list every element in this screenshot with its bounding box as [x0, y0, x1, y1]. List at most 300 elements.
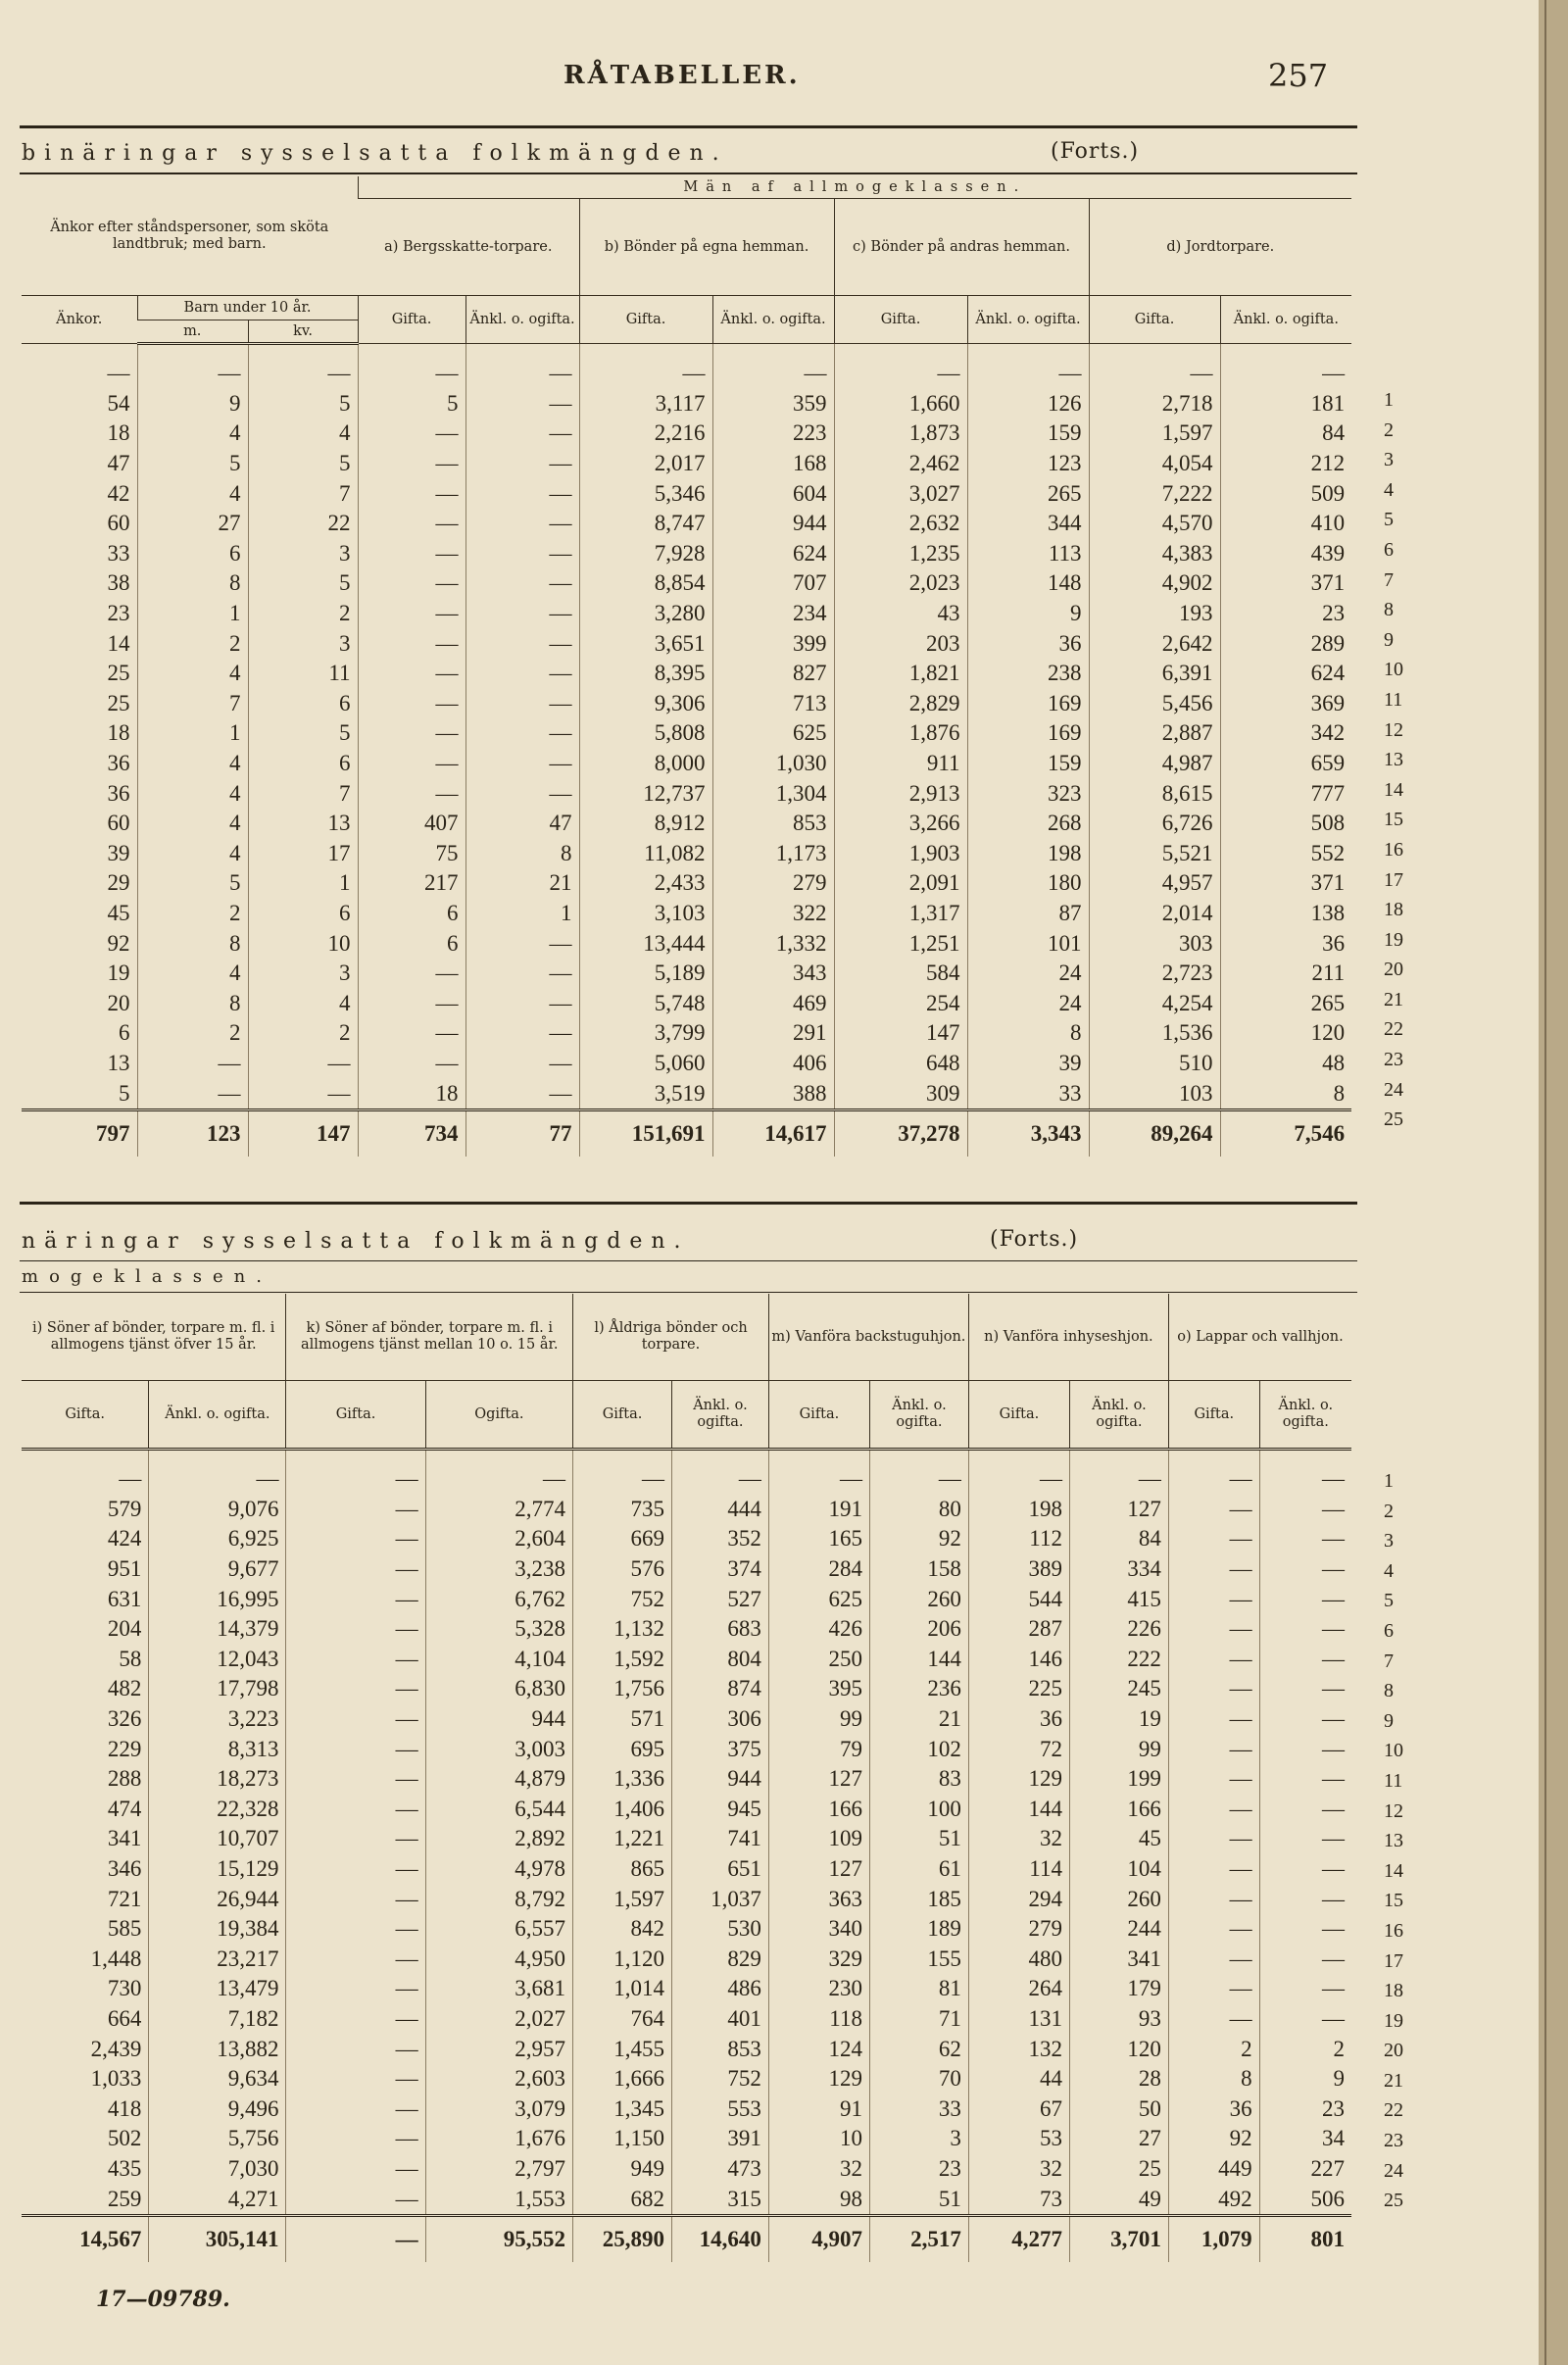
table-cell: 2,774	[425, 1495, 572, 1525]
top-rule	[20, 125, 1357, 128]
table-cell: 113	[967, 539, 1089, 569]
table-cell: 264	[968, 1974, 1069, 2004]
table-cell: 7,182	[149, 2004, 286, 2035]
row-number: 10	[1384, 659, 1403, 681]
table-cell: 363	[768, 1884, 869, 1914]
row-number: 8	[1384, 599, 1394, 621]
table-cell: —	[358, 689, 466, 719]
table-cell: 9	[137, 389, 248, 419]
row-number: 19	[1384, 928, 1403, 951]
table-cell: 401	[672, 2004, 769, 2035]
table-cell: 109	[768, 1824, 869, 1854]
table-cell: 4,104	[425, 1645, 572, 1675]
bottom-heading: näringar sysselsatta folkmängden.	[22, 1229, 690, 1254]
row-number: 23	[1384, 2130, 1403, 2152]
table-row	[22, 689, 1351, 719]
table-cell: —	[1168, 1554, 1259, 1585]
table-cell: —	[358, 659, 466, 689]
row-number: 11	[1384, 688, 1403, 711]
table-cell: 827	[712, 659, 834, 689]
table-cell: 206	[869, 1614, 968, 1645]
table-cell: 1,235	[834, 539, 967, 569]
row-number: 2	[1384, 419, 1394, 441]
total-cell: 734	[358, 1109, 466, 1157]
table-cell: 22	[248, 509, 358, 539]
header-o-ankl: Änkl. o. ogifta.	[1259, 1381, 1351, 1450]
table-cell: —	[107, 361, 130, 386]
table-cell: 22,328	[149, 1795, 286, 1825]
table-cell: 7	[137, 689, 248, 719]
table-row	[22, 959, 1351, 989]
table-cell: 4	[248, 419, 358, 449]
table-cell: 8,395	[579, 659, 712, 689]
table-cell: 60	[107, 811, 130, 836]
table-cell: 211	[1220, 959, 1351, 989]
table-cell: 3,117	[579, 389, 712, 419]
table-cell: 81	[869, 1974, 968, 2004]
table-cell: —	[286, 1464, 425, 1495]
table-cell: —	[286, 2064, 425, 2094]
table-cell: 67	[968, 2094, 1069, 2124]
table-cell: —	[1259, 1824, 1351, 1854]
table-cell: 2	[137, 1018, 248, 1049]
table-cell: —	[286, 2034, 425, 2064]
table-cell: 23	[1220, 599, 1351, 629]
table-cell: 5,756	[149, 2124, 286, 2154]
table-cell: 238	[967, 659, 1089, 689]
table-cell: 265	[967, 478, 1089, 509]
table-cell: 342	[1220, 718, 1351, 749]
table-cell: 8	[137, 928, 248, 959]
table-cell: 53	[968, 2124, 1069, 2154]
table-cell: 741	[672, 1824, 769, 1854]
table-cell: 322	[712, 899, 834, 929]
table-cell: —	[1069, 1464, 1168, 1495]
table-cell: 2,027	[425, 2004, 572, 2035]
table-cell: 28	[1069, 2064, 1168, 2094]
table-cell: 553	[672, 2094, 769, 2124]
table-cell: 287	[968, 1614, 1069, 1645]
table-cell: 5,060	[579, 1049, 712, 1079]
table-row	[22, 2004, 1351, 2035]
table-cell: 389	[968, 1554, 1069, 1585]
table-cell: 2	[1168, 2034, 1259, 2064]
table-cell: —	[358, 568, 466, 599]
header-l: l) Åldriga bönder och torpare.	[573, 1294, 769, 1381]
table-cell: 198	[968, 1495, 1069, 1525]
table-cell: 303	[1089, 928, 1220, 959]
table-cell: 226	[1069, 1614, 1168, 1645]
table-cell: 5	[119, 1080, 130, 1106]
table-cell: —	[137, 359, 248, 389]
table-cell: 159	[967, 749, 1089, 779]
header-c-ankl: Änkl. o. ogifta.	[967, 296, 1089, 344]
table-row	[22, 2154, 1351, 2185]
table-cell: —	[1259, 1854, 1351, 1885]
table-cell: 371	[1220, 568, 1351, 599]
table-cell: —	[466, 539, 579, 569]
table-cell: 87	[967, 899, 1089, 929]
table-cell: 8,747	[579, 509, 712, 539]
table-cell: 114	[968, 1854, 1069, 1885]
table-cell: 32	[768, 2154, 869, 2185]
bottom-heading-rule	[20, 1260, 1357, 1261]
table-cell: 92	[107, 930, 130, 956]
table-cell: 92	[1168, 2124, 1259, 2154]
header-barn: Barn under 10 år.	[137, 296, 358, 320]
table-cell: 23	[1259, 2094, 1351, 2124]
total-cell: —	[286, 2215, 425, 2262]
table-cell: —	[286, 1764, 425, 1795]
table-cell: 344	[967, 509, 1089, 539]
table-row	[22, 1524, 1351, 1554]
table-cell: 7,030	[149, 2154, 286, 2185]
table-cell: 949	[573, 2154, 672, 2185]
table-cell: 2,887	[1089, 718, 1220, 749]
table-cell: 51	[869, 2184, 968, 2215]
row-number: 18	[1384, 1980, 1403, 2002]
table-cell: —	[1168, 1704, 1259, 1735]
table-cell: 552	[1220, 839, 1351, 869]
table-cell: 1,756	[573, 1674, 672, 1704]
table-cell: 326	[107, 1706, 142, 1732]
table-cell: 166	[768, 1795, 869, 1825]
table-cell: —	[358, 778, 466, 809]
table-cell: 9,076	[149, 1495, 286, 1525]
table-cell: —	[579, 359, 712, 389]
row-number: 2	[1384, 1500, 1394, 1522]
table-cell: 1,597	[1089, 419, 1220, 449]
table-cell: 259	[107, 2186, 142, 2211]
header-o-gifta: Gifta.	[1168, 1381, 1259, 1450]
header-i-gifta: Gifta.	[22, 1381, 149, 1450]
table-cell: 45	[1069, 1824, 1168, 1854]
table-cell: 1,876	[834, 718, 967, 749]
table-cell: 13	[107, 1050, 130, 1075]
table-cell: 469	[712, 988, 834, 1018]
row-number: 17	[1384, 868, 1403, 891]
table-cell: 4	[248, 988, 358, 1018]
table-cell: 2,642	[1089, 628, 1220, 659]
table-cell: 100	[869, 1795, 968, 1825]
table-cell: 435	[107, 2155, 142, 2181]
table-cell: —	[1259, 1554, 1351, 1585]
table-cell: 752	[672, 2064, 769, 2094]
table-cell: 8,313	[149, 1734, 286, 1764]
table-cell: 2,014	[1089, 899, 1220, 929]
table-cell: 10	[248, 928, 358, 959]
table-cell: 4,879	[425, 1764, 572, 1795]
table-cell: 439	[1220, 539, 1351, 569]
header-d: d) Jordtorpare.	[1089, 199, 1351, 296]
table-cell: —	[1259, 1495, 1351, 1525]
table-cell: 32	[968, 1824, 1069, 1854]
table-cell: 234	[712, 599, 834, 629]
table-cell: —	[1168, 2004, 1259, 2035]
header-m-ankl: Änkl. o. ogifta.	[869, 1381, 968, 1450]
table-cell: 33	[967, 1078, 1089, 1109]
table-cell: 1,221	[573, 1824, 672, 1854]
table-cell: 104	[1069, 1854, 1168, 1885]
table-cell: 486	[672, 1974, 769, 2004]
table-cell: 291	[712, 1018, 834, 1049]
table-cell: —	[466, 599, 579, 629]
total-cell: 123	[137, 1109, 248, 1157]
table-cell: —	[1168, 1884, 1259, 1914]
table-cell: —	[466, 359, 579, 389]
table-cell: 185	[869, 1884, 968, 1914]
table-cell: 42	[107, 480, 130, 506]
table-cell: 8,912	[579, 809, 712, 839]
table-cell: —	[1259, 1764, 1351, 1795]
table-cell: 70	[869, 2064, 968, 2094]
table-cell: 2,603	[425, 2064, 572, 2094]
table-cell: 1,676	[425, 2124, 572, 2154]
bottom-row-numbers	[1384, 1466, 1423, 2216]
total-row	[22, 1109, 1351, 1157]
total-cell: 2,517	[869, 2215, 968, 2262]
table-cell: 25	[1069, 2154, 1168, 2185]
table-cell: 951	[107, 1556, 142, 1582]
table-cell: 6	[248, 899, 358, 929]
table-cell: 399	[712, 628, 834, 659]
table-cell: —	[466, 628, 579, 659]
table-cell: 2,797	[425, 2154, 572, 2185]
table-cell: 18	[358, 1078, 466, 1109]
table-cell: —	[1168, 1734, 1259, 1764]
table-cell: 155	[869, 1945, 968, 1975]
table-cell: —	[358, 419, 466, 449]
table-cell: 73	[968, 2184, 1069, 2215]
table-cell: 624	[712, 539, 834, 569]
table-cell: 585	[107, 1916, 142, 1942]
table-cell: 12,043	[149, 1645, 286, 1675]
table-cell: —	[768, 1464, 869, 1495]
footer-signature: 17—09789.	[96, 2287, 230, 2312]
table-cell: 236	[869, 1674, 968, 1704]
table-cell: —	[1259, 1795, 1351, 1825]
table-cell: —	[1259, 1945, 1351, 1975]
table-cell: 8	[1220, 1078, 1351, 1109]
table-cell: 5	[248, 449, 358, 479]
row-number: 9	[1384, 1709, 1394, 1732]
table-cell: —	[1259, 1645, 1351, 1675]
table-cell: 5	[248, 389, 358, 419]
table-cell: —	[286, 1554, 425, 1585]
table-cell: 571	[573, 1704, 672, 1735]
table-row	[22, 1674, 1351, 1704]
table-cell: —	[286, 2094, 425, 2124]
table-cell: 2	[1259, 2034, 1351, 2064]
table-row	[22, 1974, 1351, 2004]
table-cell: 2,091	[834, 868, 967, 899]
table-cell: 7	[248, 478, 358, 509]
table-row	[22, 478, 1351, 509]
table-row	[22, 359, 1351, 389]
table-cell: 138	[1220, 899, 1351, 929]
table-cell: 752	[573, 1584, 672, 1614]
table-cell: —	[358, 988, 466, 1018]
table-cell: 120	[1220, 1018, 1351, 1049]
total-cell: 14,617	[712, 1109, 834, 1157]
table-row	[22, 628, 1351, 659]
table-cell: 584	[834, 959, 967, 989]
table-cell: 5,521	[1089, 839, 1220, 869]
table-cell: —	[286, 1495, 425, 1525]
row-number: 20	[1384, 2040, 1403, 2062]
row-number: 24	[1384, 2159, 1403, 2182]
table-cell: 2,439	[90, 2036, 142, 2061]
table-cell: 39	[107, 840, 130, 865]
table-cell: —	[1259, 1914, 1351, 1945]
table-cell: 5	[137, 868, 248, 899]
table-cell: 222	[1069, 1645, 1168, 1675]
table-cell: 5,189	[579, 959, 712, 989]
table-cell: 1,132	[573, 1614, 672, 1645]
table-cell: 84	[1220, 419, 1351, 449]
table-cell: 5	[137, 449, 248, 479]
table-cell: 144	[968, 1795, 1069, 1825]
table-cell: 306	[672, 1704, 769, 1735]
total-cell: 797	[22, 1109, 137, 1157]
table-row	[22, 419, 1351, 449]
table-cell: 18	[107, 420, 130, 446]
table-cell: 1,821	[834, 659, 967, 689]
table-cell: —	[466, 419, 579, 449]
table-cell: 265	[1220, 988, 1351, 1018]
table-cell: —	[358, 1049, 466, 1079]
table-cell: —	[1259, 1584, 1351, 1614]
table-cell: —	[1168, 1584, 1259, 1614]
table-row	[22, 928, 1351, 959]
table-cell: 695	[573, 1734, 672, 1764]
table-row	[22, 749, 1351, 779]
table-row	[22, 1734, 1351, 1764]
table-cell: 26,944	[149, 1884, 286, 1914]
table-cell: —	[466, 749, 579, 779]
table-cell: 27	[137, 509, 248, 539]
table-cell: 189	[869, 1914, 968, 1945]
table-cell: 2,604	[425, 1524, 572, 1554]
table-cell: 230	[768, 1974, 869, 2004]
table-cell: 829	[672, 1945, 769, 1975]
table-cell: 158	[869, 1554, 968, 1585]
table-cell: —	[1168, 1945, 1259, 1975]
table-cell: 804	[672, 1645, 769, 1675]
page-number: 257	[1268, 57, 1329, 94]
table-cell: 60	[107, 511, 130, 536]
header-k-ogifta: Ogifta.	[425, 1381, 572, 1450]
table-cell: 648	[834, 1049, 967, 1079]
table-cell: 315	[672, 2184, 769, 2215]
table-cell: —	[1168, 1974, 1259, 2004]
table-cell: 229	[107, 1736, 142, 1761]
table-cell: 2,829	[834, 689, 967, 719]
table-cell: 1,014	[573, 1974, 672, 2004]
header-k: k) Söner af bönder, torpare m. fl. i allmogens tjänst mellan 10 o. 15 år.	[286, 1294, 573, 1381]
table-cell: 5	[358, 389, 466, 419]
table-cell: 3,003	[425, 1734, 572, 1764]
table-cell: 4	[137, 809, 248, 839]
table-cell: 482	[107, 1676, 142, 1701]
table-row	[22, 2034, 1351, 2064]
table-cell: 36	[1168, 2094, 1259, 2124]
table-cell: 1	[137, 718, 248, 749]
table-cell: 212	[1220, 449, 1351, 479]
table-cell: 148	[967, 568, 1089, 599]
total-cell: 25,890	[573, 2215, 672, 2262]
table-cell: 6,925	[149, 1524, 286, 1554]
table-cell: —	[1168, 1854, 1259, 1885]
table-row	[22, 809, 1351, 839]
total-cell: 3,343	[967, 1109, 1089, 1157]
table-cell: —	[1168, 1464, 1259, 1495]
table-cell: 204	[107, 1616, 142, 1642]
table-cell: —	[1259, 1464, 1351, 1495]
table-cell: 47	[107, 451, 130, 476]
table-cell: 54	[107, 390, 130, 416]
table-cell: 294	[968, 1884, 1069, 1914]
header-barn-m: m.	[137, 320, 248, 344]
row-number: 13	[1384, 1830, 1403, 1852]
table-cell: 4,950	[425, 1945, 572, 1975]
table-cell: 502	[107, 2126, 142, 2151]
table-cell: —	[358, 359, 466, 389]
table-cell: 25	[107, 661, 130, 686]
table-row	[22, 1584, 1351, 1614]
table-cell: 509	[1220, 478, 1351, 509]
table-cell: 6	[358, 928, 466, 959]
header-n-gifta: Gifta.	[968, 1381, 1069, 1450]
table-cell: 13,882	[149, 2034, 286, 2064]
table-cell: —	[358, 539, 466, 569]
table-cell: 544	[968, 1584, 1069, 1614]
table-cell: —	[358, 599, 466, 629]
table-cell: 279	[712, 868, 834, 899]
table-cell: 944	[712, 509, 834, 539]
table-row	[22, 2064, 1351, 2094]
table-cell: 7	[248, 778, 358, 809]
table-row	[22, 659, 1351, 689]
table-cell: 250	[768, 1645, 869, 1675]
table-cell: 1,536	[1089, 1018, 1220, 1049]
table-cell: 179	[1069, 1974, 1168, 2004]
table-cell: 34	[1259, 2124, 1351, 2154]
table-cell: —	[1168, 1764, 1259, 1795]
table-cell: 15,129	[149, 1854, 286, 1885]
table-cell: 45	[107, 900, 130, 925]
table-cell: —	[712, 359, 834, 389]
table-cell: 713	[712, 689, 834, 719]
table-cell: 1	[137, 599, 248, 629]
table-row	[22, 1495, 1351, 1525]
table-cell: 6	[358, 899, 466, 929]
table-cell: 18,273	[149, 1764, 286, 1795]
table-cell: 1,304	[712, 778, 834, 809]
table-cell: 19	[1069, 1704, 1168, 1735]
table-cell: 23	[107, 601, 130, 626]
table-cell: 9,496	[149, 2094, 286, 2124]
table-cell: 129	[768, 2064, 869, 2094]
table-cell: 58	[119, 1646, 142, 1671]
table-cell: —	[1168, 1495, 1259, 1525]
table-cell: —	[968, 1464, 1069, 1495]
table-cell: —	[466, 1049, 579, 1079]
table-cell: —	[248, 1049, 358, 1079]
row-number: 4	[1384, 1559, 1394, 1582]
table-cell: 13	[248, 809, 358, 839]
table-row	[22, 1854, 1351, 1885]
